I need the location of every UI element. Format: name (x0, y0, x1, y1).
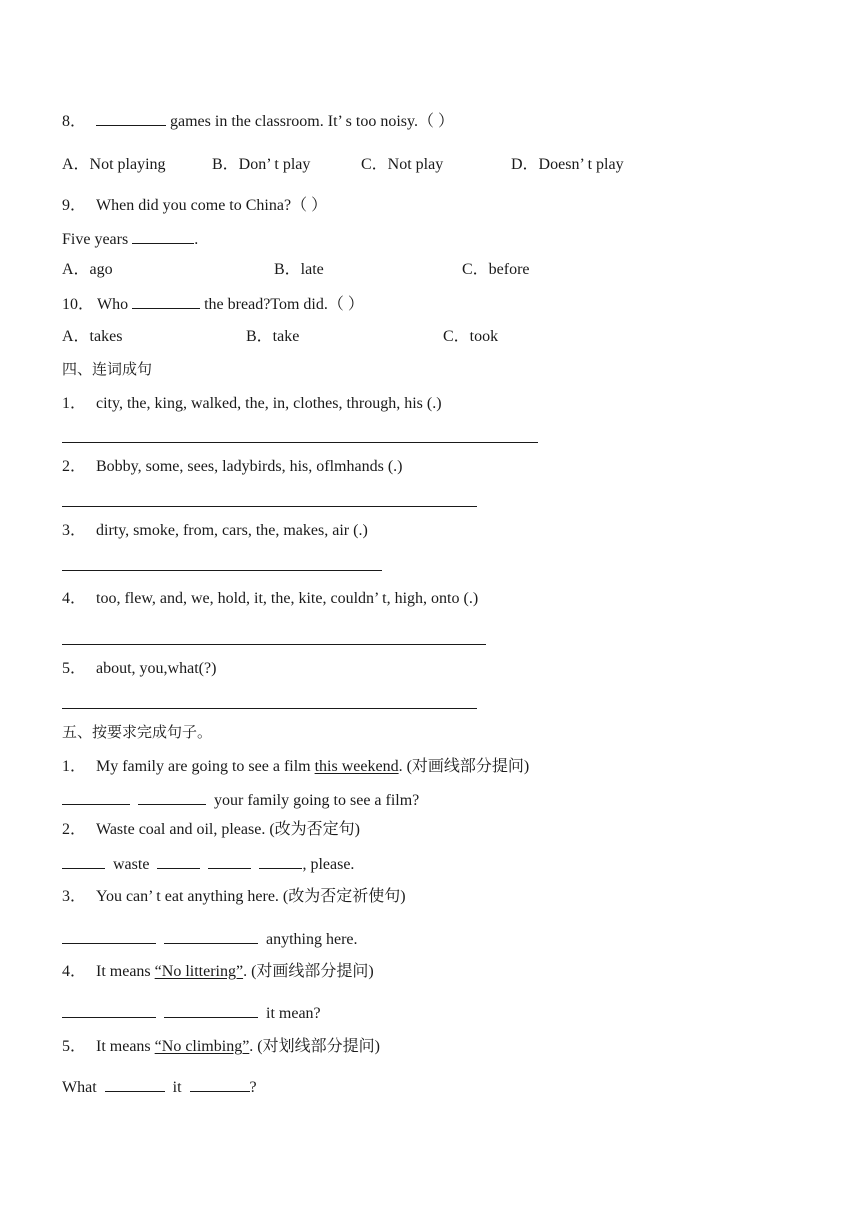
question-10 (62, 294, 364, 314)
option-c[interactable]: C．took (443, 328, 499, 345)
answer-paren: （ ） (291, 197, 328, 214)
answer-tail: , please. (302, 856, 355, 873)
option-c[interactable]: C．Not play (361, 156, 444, 173)
item-words: Bobby, some, sees, ladybirds, his, oflmhands (.) (96, 458, 403, 475)
item-number: 1． (62, 395, 87, 412)
reorder-item-3 (62, 522, 368, 540)
answer-word: waste (113, 856, 150, 873)
item-words: about, you,what(?) (96, 660, 217, 677)
question-text: When did you come to China? (96, 197, 292, 214)
answer-what: What (62, 1079, 97, 1096)
rewrite-answer-1 (62, 790, 419, 810)
question-9 (62, 197, 327, 215)
option-a[interactable]: A．takes (62, 328, 123, 345)
answer-line[interactable] (62, 442, 538, 443)
sentence-start: It means (96, 963, 155, 980)
item-words: city, the, king, walked, the, in, clothes, through, his (.) (96, 395, 442, 412)
answer-blank[interactable] (164, 1003, 258, 1018)
rewrite-item-5 (62, 1038, 380, 1056)
item-words: dirty, smoke, from, cars, the, makes, air (.) (96, 522, 368, 539)
answer-blank[interactable] (62, 854, 105, 869)
item-number: 3． (62, 888, 87, 905)
item-number: 1． (62, 758, 87, 775)
answer-tail: anything here. (266, 931, 358, 948)
item-number: 4． (62, 590, 87, 607)
answer-blank[interactable] (164, 929, 258, 944)
answer-blank[interactable] (96, 111, 166, 126)
answer-line[interactable] (62, 570, 382, 571)
sentence-end: . (对画线部分提问) (398, 758, 530, 775)
underlined-phrase: “No climbing” (154, 1038, 250, 1055)
answer-blank[interactable] (62, 929, 156, 944)
answer-blank[interactable] (62, 1003, 156, 1018)
answer-tail: your family going to see a film? (214, 792, 420, 809)
answer-blank[interactable] (157, 854, 200, 869)
answer-it: it (172, 1079, 182, 1096)
answer-line[interactable] (62, 644, 486, 645)
answer-blank[interactable] (190, 1077, 250, 1092)
item-number: 2． (62, 821, 87, 838)
option-a[interactable]: A．ago (62, 261, 113, 278)
item-number: 5． (62, 1038, 87, 1055)
answer-blank[interactable] (138, 790, 206, 805)
rewrite-item-3 (62, 888, 406, 906)
reorder-item-4 (62, 590, 478, 608)
answer-blank[interactable] (132, 229, 194, 244)
rewrite-item-2 (62, 821, 360, 839)
item-words: too, flew, and, we, hold, it, the, kite, couldn’ t, high, onto (.) (96, 590, 479, 607)
question-8 (62, 111, 454, 131)
option-a[interactable]: A．Not playing (62, 156, 166, 173)
question-prefix: Who (97, 296, 129, 313)
answer-blank[interactable] (259, 854, 302, 869)
underlined-phrase: “No littering” (154, 963, 244, 980)
item-number: 2． (62, 458, 87, 475)
rewrite-item-4 (62, 963, 374, 981)
answer-suffix: . (194, 231, 199, 248)
section-4-heading: 四、连词成句 (62, 360, 153, 378)
answer-blank[interactable] (132, 294, 200, 309)
question-9-answer-line (62, 229, 198, 249)
sentence: You can’ t eat anything here. (改为否定祈使句) (96, 888, 406, 905)
option-c[interactable]: C．before (462, 261, 530, 278)
sentence-start: My family are going to see a film (96, 758, 315, 775)
sentence-start: It means (96, 1038, 155, 1055)
reorder-item-5 (62, 660, 216, 678)
item-number: 3． (62, 522, 87, 539)
question-number: 9． (62, 197, 87, 214)
sentence-end: . (对画线部分提问) (243, 963, 374, 980)
answer-paren: （ ） (417, 113, 454, 130)
answer-line[interactable] (62, 506, 477, 507)
answer-line[interactable] (62, 708, 477, 709)
rewrite-item-1 (62, 758, 529, 776)
sentence-end: . (对划线部分提问) (249, 1038, 380, 1055)
question-number: 8． (62, 113, 87, 130)
question-text: the bread?Tom did. (204, 296, 328, 313)
option-b[interactable]: B．late (274, 261, 324, 278)
answer-tail: it mean? (266, 1005, 321, 1022)
section-5-heading: 五、按要求完成句子。 (62, 723, 213, 741)
reorder-item-1 (62, 395, 442, 413)
rewrite-answer-3 (62, 929, 358, 949)
option-b[interactable]: B．Don’ t play (212, 156, 311, 173)
option-d[interactable]: D．Doesn’ t play (511, 156, 624, 173)
answer-paren: （ ） (327, 296, 364, 313)
reorder-item-2 (62, 458, 402, 476)
answer-blank[interactable] (105, 1077, 165, 1092)
sentence: Waste coal and oil, please. (改为否定句) (96, 821, 360, 838)
item-number: 4． (62, 963, 87, 980)
question-number: 10． (62, 296, 95, 313)
answer-blank[interactable] (208, 854, 251, 869)
rewrite-answer-4 (62, 1003, 321, 1023)
rewrite-answer-2 (62, 854, 354, 874)
option-b[interactable]: B．take (246, 328, 300, 345)
underlined-phrase: this weekend (314, 758, 399, 775)
answer-end: ? (249, 1079, 257, 1096)
question-text: games in the classroom. It’ s too noisy. (170, 113, 418, 130)
rewrite-answer-5 (62, 1077, 257, 1097)
item-number: 5． (62, 660, 87, 677)
answer-blank[interactable] (62, 790, 130, 805)
answer-prefix: Five years (62, 231, 129, 248)
